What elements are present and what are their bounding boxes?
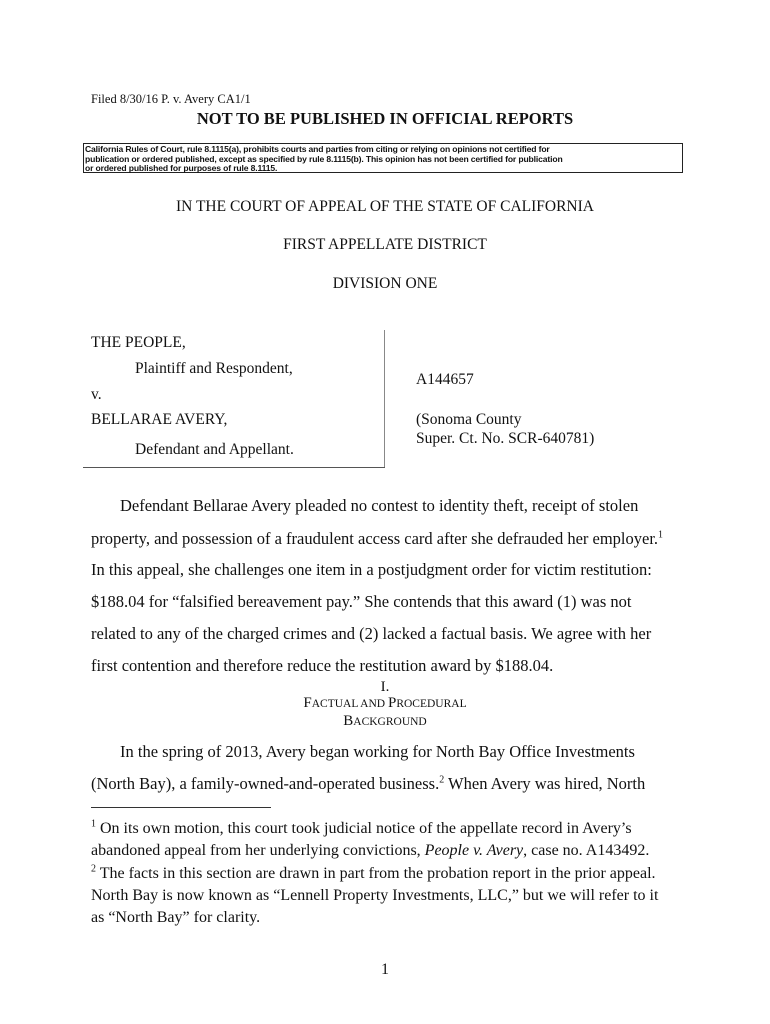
plaintiff-name: THE PEOPLE, xyxy=(91,334,186,351)
defendant-name: BELLARAE AVERY, xyxy=(91,411,228,428)
footnote-separator xyxy=(91,807,271,808)
body-line: related to any of the charged crimes and (2) lacked a factual basis. We agree with her xyxy=(91,624,652,643)
section-title: FACTUAL AND PROCEDURAL xyxy=(303,695,467,711)
body-line: In the spring of 2013, Avery began working for North Bay Office Investments xyxy=(120,742,635,761)
body-line: property, and possession of a fraudulent access card after she defrauded her employer.$^1$ xyxy=(91,529,664,548)
section-number: I. xyxy=(380,679,390,695)
division: DIVISION ONE xyxy=(332,275,438,292)
section-title: BACKGROUND xyxy=(343,713,427,729)
court-name: IN THE COURT OF APPEAL OF THE STATE OF CALIFORNIA xyxy=(176,198,594,215)
caption-divider-horizontal xyxy=(83,467,385,468)
superior-court-number: Super. Ct. No. SCR-640781) xyxy=(416,430,595,447)
body-line: Defendant Bellarae Avery pleaded no contest to identity theft, receipt of stolen xyxy=(120,496,639,515)
footnote-ref-1: 1 xyxy=(658,529,664,541)
county: (Sonoma County xyxy=(416,411,522,428)
rule-notice-line: California Rules of Court, rule 8.1115(a), prohibits courts and parties from citing or relying on opinions not certified for xyxy=(85,144,550,154)
plaintiff-role: Plaintiff and Respondent, xyxy=(135,360,293,377)
appellate-district: FIRST APPELLATE DISTRICT xyxy=(283,236,487,253)
filed-line: Filed 8/30/16 P. v. Avery CA1/1 xyxy=(91,92,251,106)
body-line: first contention and therefore reduce the restitution award by $188.04. xyxy=(91,656,554,675)
footnote-ref-2: 2 xyxy=(439,774,445,786)
rule-notice-box xyxy=(83,143,683,173)
footnote-1: $^1$ On its own motion, this court took judicial notice of the appellate record in Avery’s xyxy=(91,818,632,837)
page-number: 1 xyxy=(381,961,389,978)
caption-divider-vertical xyxy=(384,330,385,467)
publication-status-heading: NOT TO BE PUBLISHED IN OFFICIAL REPORTS xyxy=(196,109,574,128)
body-line: In this appeal, she challenges one item in a postjudgment order for victim restitution: xyxy=(91,560,652,579)
rule-notice-line: or ordered published for purposes of rule 8.1115. xyxy=(85,163,278,173)
footnote-2-line: North Bay is now known as “Lennell Property Investments, LLC,” but we will refer to it xyxy=(91,887,659,904)
body-line: (North Bay), a family-owned-and-operated business.$^2$ When Avery was hired, North xyxy=(91,774,646,793)
defendant-role: Defendant and Appellant. xyxy=(135,441,294,458)
case-number: A144657 xyxy=(416,371,474,388)
footnote-2: $^2$ The facts in this section are drawn in part from the probation report in the prior appeal. xyxy=(91,863,656,882)
footnote-1-line: abandoned appeal from her underlying convictions, People v. Avery, case no. A143492. xyxy=(91,842,650,859)
rule-notice-line: publication or ordered published, except as specified by rule 8.1115(b). This opinion has not been certified for publication xyxy=(85,153,563,164)
footnote-2-line: as “North Bay” for clarity. xyxy=(91,909,261,926)
body-line: $188.04 for “falsified bereavement pay.” She contends that this award (1) was not xyxy=(91,592,632,611)
versus: v. xyxy=(91,386,102,403)
